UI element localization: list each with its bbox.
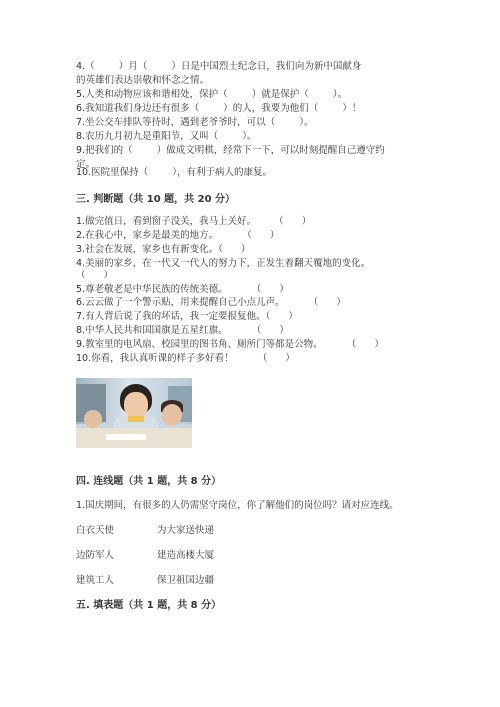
classroom-photo	[76, 378, 192, 448]
section-heading-judgement: 三. 判断题（共 10 题，共 20 分）	[76, 194, 236, 205]
fill-item: 的英雄们表达崇敬和怀念之情。	[76, 75, 210, 86]
judgement-item: 2.在我心中，家乡是最美的地方。 （ ）	[76, 230, 280, 241]
matching-right-item[interactable]: 为大家送快递	[157, 525, 215, 536]
judgement-item: 6.云云做了一个警示贴，用来提醒自己小点儿声。 （ ）	[76, 297, 346, 308]
matching-left-item[interactable]: 建筑工人	[76, 575, 115, 586]
fill-item: 10.医院里保持（ ），有利于病人的康复。	[76, 167, 273, 178]
fill-item: 定。	[76, 159, 96, 170]
matching-left-item[interactable]: 白衣天使	[76, 525, 115, 536]
judgement-item: （ ）	[76, 270, 114, 281]
fill-item: 7.坐公交车排队等待时，遇到老爷爷时，可以（ ）。	[76, 117, 314, 128]
fill-item: 9.把我们的（ ）做成文明棋，经常下一下，可以时刻提醒自己遵守约	[76, 145, 385, 156]
judgement-item: 5.尊老敬老是中华民族的传统美德。 （ ）	[76, 284, 289, 295]
section-heading-matching: 四. 连线题（共 1 题，共 8 分）	[76, 476, 222, 487]
judgement-item: 1.做完值日，看到窗子没关，我马上关好。 （ ）	[76, 216, 312, 227]
fill-item: 6.我知道我们身边还有很多（ ）的人，我要为他们（ ）！	[76, 103, 362, 114]
matching-right-item[interactable]: 建造高楼大厦	[157, 550, 215, 561]
fill-item: 8.农历九月初九是重阳节，又叫（ ）。	[76, 131, 257, 142]
section-heading-table: 五. 填表题（共 1 题，共 8 分）	[76, 600, 222, 611]
fill-item: 4.（ ）月（ ）日是中国烈士纪念日，我们向为新中国献身	[76, 61, 362, 72]
judgement-item: 3.社会在发展，家乡也有新变化。（ ）	[76, 244, 251, 255]
matching-right-item[interactable]: 保卫祖国边疆	[157, 575, 215, 586]
matching-question: 1.国庆期间，有很多的人仍需坚守岗位，你了解他们的岗位吗？请对应连线。	[76, 500, 399, 511]
judgement-item: 9.教室里的电风扇、校园里的图书角、厕所门等都是公物。 （ ）	[76, 339, 384, 350]
judgement-item: 4.美丽的家乡，在一代又一代人的努力下，正发生着翻天覆地的变化。	[76, 258, 371, 269]
judgement-item: 7.有人背后说了我的坏话，我一定要报复他。（ ）	[76, 311, 298, 322]
matching-left-item[interactable]: 边防军人	[76, 550, 115, 561]
judgement-item: 8.中华人民共和国国旗是五星红旗。 （ ）	[76, 325, 289, 336]
judgement-item: 10.你看，我认真听课的样子多好看！ （ ）	[76, 353, 295, 364]
fill-item: 5.人类和动物应该和谐相处，保护（ ）就是保护（ ）。	[76, 89, 348, 100]
